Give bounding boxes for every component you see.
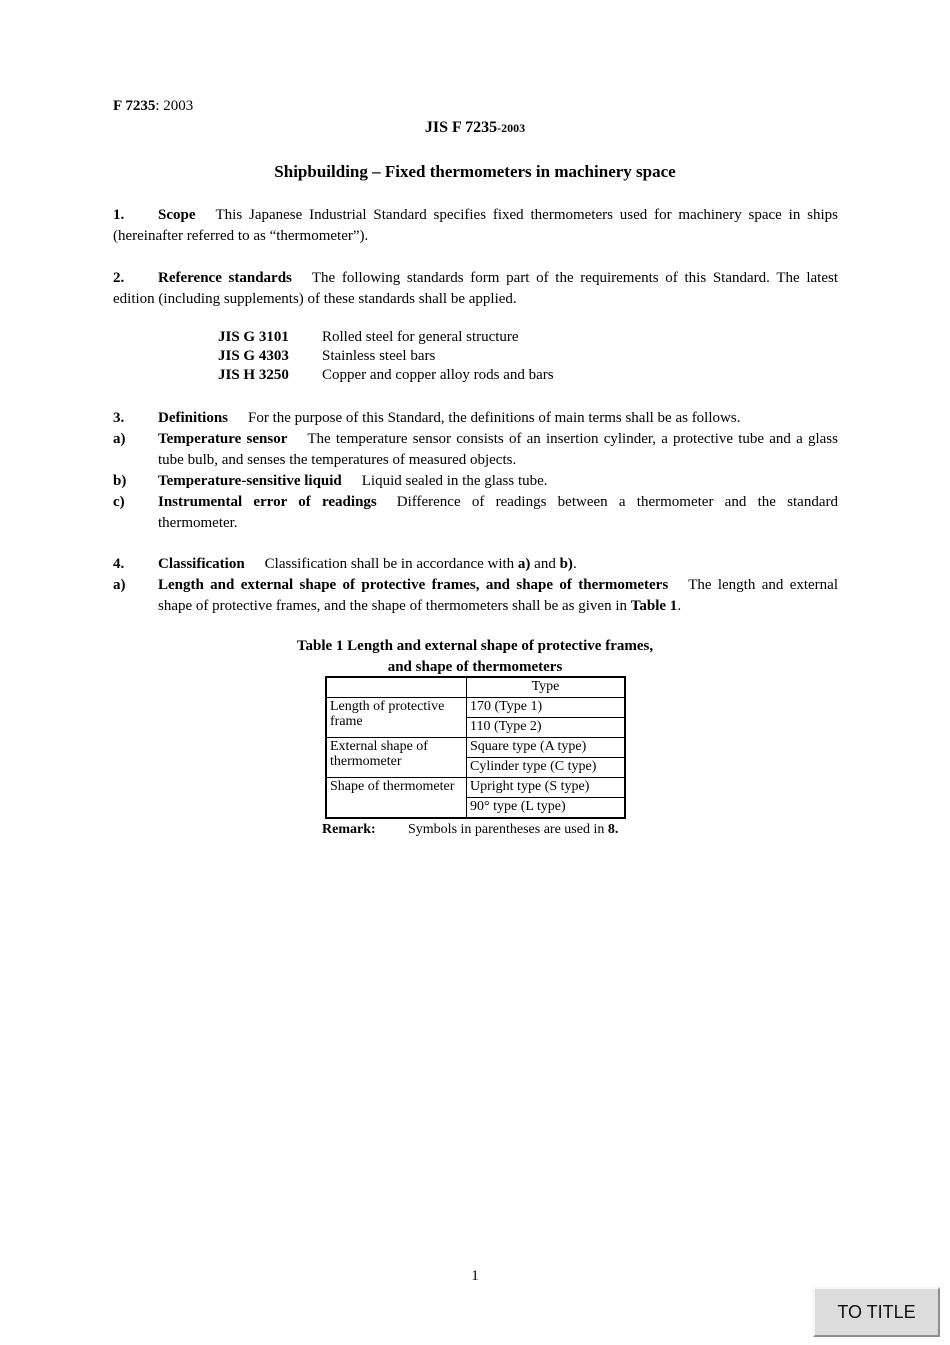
section-definitions bbox=[113, 408, 838, 429]
doc-id-year: -2003 bbox=[497, 121, 526, 135]
definition-text: Liquid sealed in the glass tube. bbox=[361, 473, 548, 489]
section-reference-standards bbox=[113, 268, 838, 310]
definition-term: Temperature sensor bbox=[158, 431, 288, 447]
reference-item bbox=[218, 328, 519, 347]
text-end: . bbox=[677, 598, 682, 614]
table-caption-line2: and shape of thermometers bbox=[387, 659, 563, 675]
definition-item bbox=[113, 429, 838, 471]
reference-code: JIS H 3250 bbox=[218, 367, 289, 383]
item-label: c) bbox=[113, 494, 125, 510]
definition-text: Difference of readings between a thermometer and the standard thermometer. bbox=[158, 494, 838, 531]
table-cell: 90° type (L type) bbox=[467, 798, 626, 819]
reference-desc: Copper and copper alloy rods and bars bbox=[322, 367, 554, 383]
definition-term: Temperature-sensitive liquid bbox=[158, 473, 342, 489]
reference-desc: Rolled steel for general structure bbox=[322, 329, 519, 345]
page-title: Shipbuilding – Fixed thermometers in machinery space bbox=[274, 162, 676, 181]
table-header-type: Type bbox=[467, 677, 626, 698]
definition-term: Instrumental error of readings bbox=[158, 494, 377, 510]
remark-text: Symbols in parentheses are used in bbox=[408, 822, 608, 837]
ref-b: b) bbox=[559, 556, 573, 572]
definition-item bbox=[113, 492, 838, 534]
item-label: a) bbox=[113, 577, 126, 593]
reference-code: JIS G 4303 bbox=[218, 348, 289, 364]
classification-text: The length and external shape of protective frames, and the shape of thermometers shall be as given in bbox=[158, 577, 838, 614]
table-caption-line1: Table 1 Length and external shape of protective frames, bbox=[296, 638, 654, 654]
reference-item bbox=[218, 347, 435, 366]
section-text: This Japanese Industrial Standard specifies fixed thermometers used for machinery space in ships (hereinafter referred to as “thermometer”). bbox=[113, 207, 838, 244]
definition-text: The temperature sensor consists of an insertion cylinder, a protective tube and a glass tube bulb, and senses the temperatures of measured objects. bbox=[158, 431, 838, 468]
section-number: 2. bbox=[113, 270, 125, 286]
table-row bbox=[326, 698, 625, 718]
ref-a: a) bbox=[517, 556, 531, 572]
table-remark bbox=[322, 822, 618, 838]
item-label: b) bbox=[113, 473, 127, 489]
table-cell: 110 (Type 2) bbox=[467, 718, 626, 738]
section-classification bbox=[113, 554, 838, 575]
text-end: . bbox=[572, 556, 577, 572]
section-text: For the purpose of this Standard, the definitions of main terms shall be as follows. bbox=[248, 410, 741, 426]
section-scope bbox=[113, 205, 838, 247]
section-heading: Classification bbox=[158, 556, 245, 572]
doc-id-main: JIS F 7235 bbox=[424, 119, 498, 136]
section-number: 3. bbox=[113, 410, 125, 426]
remark-label: Remark: bbox=[322, 822, 376, 837]
remark-ref: 8. bbox=[607, 822, 619, 837]
table-reference: Table 1 bbox=[630, 598, 678, 614]
header-code: F 7235 bbox=[113, 98, 156, 114]
table-row-label: Shape of thermometer bbox=[326, 778, 467, 819]
section-text: Classification shall be in accordance with bbox=[264, 556, 518, 572]
classification-term: Length and external shape of protective frames, and shape of thermometers bbox=[158, 577, 669, 593]
section-number: 4. bbox=[113, 556, 125, 572]
section-text: The following standards form part of the requirements of this Standard. The latest edition (including supplements) of these standards shall be applied. bbox=[113, 270, 838, 307]
definition-item bbox=[113, 471, 838, 492]
table-corner-cell bbox=[326, 677, 467, 698]
item-label: a) bbox=[113, 431, 126, 447]
table-cell: Upright type (S type) bbox=[467, 778, 626, 798]
table-row bbox=[326, 778, 625, 798]
section-number: 1. bbox=[113, 207, 125, 223]
reference-desc: Stainless steel bars bbox=[322, 348, 436, 364]
table-cell: 170 (Type 1) bbox=[467, 698, 626, 718]
header-year: : 2003 bbox=[155, 98, 194, 114]
reference-code: JIS G 3101 bbox=[218, 329, 289, 345]
table-cell: Square type (A type) bbox=[467, 738, 626, 758]
page-header bbox=[113, 98, 193, 115]
classification-table bbox=[325, 676, 626, 819]
table-row-label: External shape of thermometer bbox=[326, 738, 467, 778]
table-row bbox=[326, 738, 625, 758]
text-and: and bbox=[530, 556, 560, 572]
section-heading: Definitions bbox=[158, 410, 229, 426]
table-header-row bbox=[326, 677, 625, 698]
classification-item bbox=[113, 575, 838, 617]
section-heading: Reference standards bbox=[158, 270, 292, 286]
section-heading: Scope bbox=[158, 207, 196, 223]
page-number: 1 bbox=[471, 1268, 479, 1284]
table-cell: Cylinder type (C type) bbox=[467, 758, 626, 778]
reference-item bbox=[218, 366, 554, 385]
table-row-label: Length of protective frame bbox=[326, 698, 467, 738]
document-id bbox=[0, 119, 950, 137]
to-title-button[interactable]: TO TITLE bbox=[813, 1287, 940, 1337]
